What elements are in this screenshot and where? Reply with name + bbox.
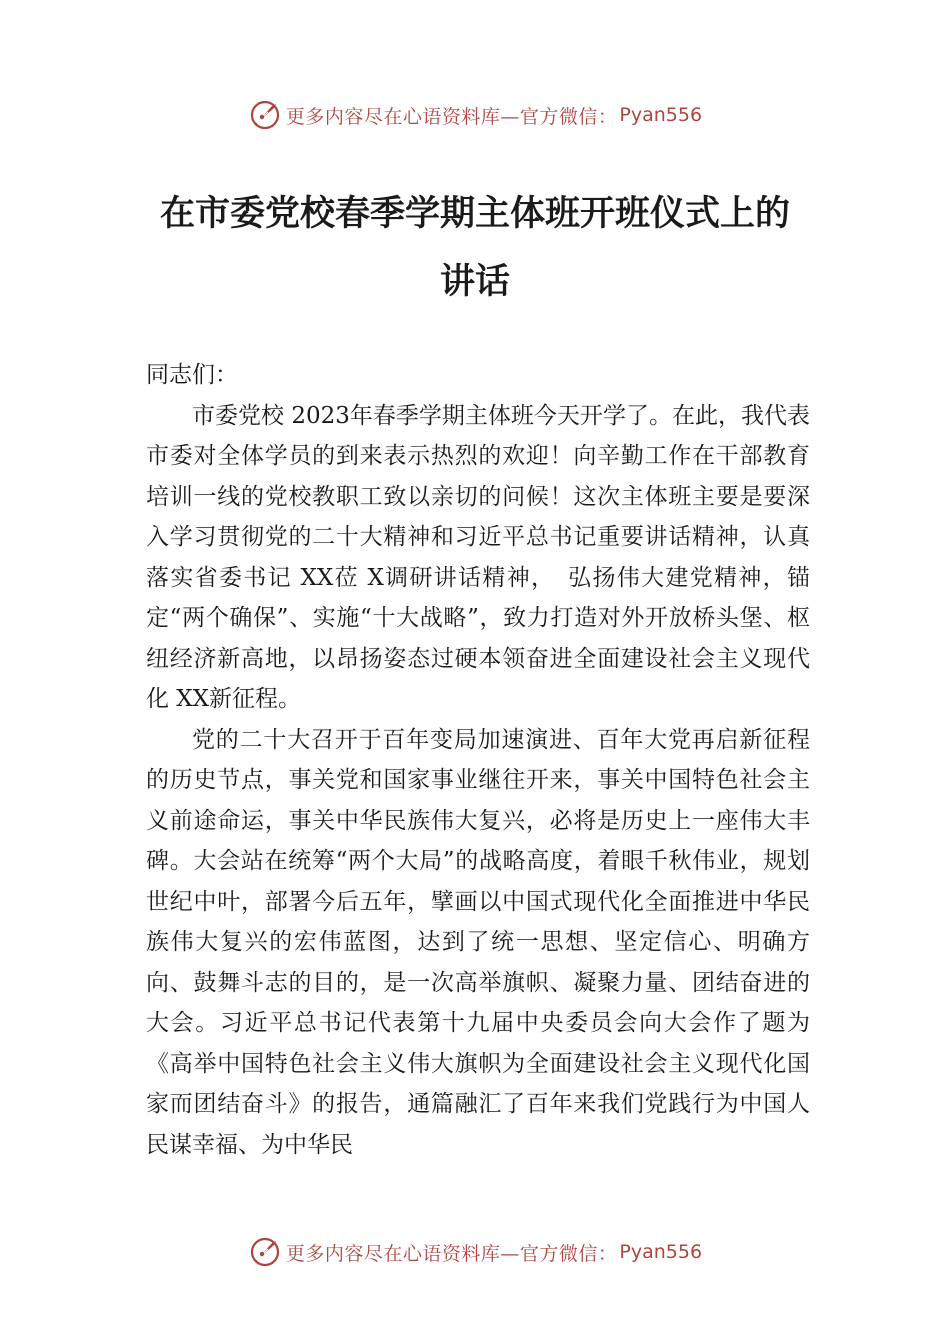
salutation: 同志们：: [146, 362, 238, 388]
document-title: [0, 180, 950, 316]
watermark-text: 更多内容尽在心语资料库—官方微信：: [285, 105, 618, 128]
paragraph-1: 市委党校 2023年春季学期主体班今天开学了。在此，我代表市委对全体学员的到来表示热烈的欢迎！向辛勤工作在干部教育培训一线的党校教职工致以亲切的问候！这次主体班主要是要深入学习贯彻党的二十大精神和习近平总书记重要讲话精神，认真落实省委书记 XX莅 X调研讲话精神， 弘扬伟大建党精神，锚定“两个确保”、实施“十大战略”，致力打造对外开放桥头堡、枢纽经济新高地，以昂扬姿态过硬本领奋进全面建设社会主义现代化 XX新征程。: [146, 402, 810, 712]
watermark-wechat-id: Pyan556: [619, 104, 703, 126]
watermark-text: 更多内容尽在心语资料库—官方微信：: [285, 1242, 618, 1265]
header-watermark: [0, 95, 950, 135]
paragraph-2: 党的二十大召开于百年变局加速演进、百年大党再启新征程的历史节点，事关党和国家事业继往开来，事关中国特色社会主义前途命运，事关中华民族伟大复兴，必将是历史上一座伟大丰碑。大会站在统筹“两个大局”的战略高度，着眼千秋伟业，规划世纪中叶，部署今后五年，擘画以中国式现代化全面推进中华民族伟大复兴的宏伟蓝图，达到了统一思想、坚定信心、明确方向、鼓舞斗志的目的，是一次高举旗帜、凝聚力量、团结奋进的大会。习近平总书记代表第十九届中央委员会向大会作了题为《高举中国特色社会主义伟大旗帜为全面建设社会主义现代化国家而团结奋斗》的报告，通篇融汇了百年来我们党践行为中国人民谋幸福、为中华民: [146, 726, 810, 1158]
title-line-2: 讲话: [439, 261, 510, 302]
footer-watermark: [0, 1232, 950, 1272]
document-body: [146, 355, 810, 1165]
watermark-wechat-id: Pyan556: [619, 1241, 703, 1263]
quill-logo-icon: [248, 98, 282, 132]
quill-logo-icon: [248, 1235, 282, 1269]
title-line-1: 在市委党校春季学期主体班开班仪式上的: [159, 193, 790, 234]
